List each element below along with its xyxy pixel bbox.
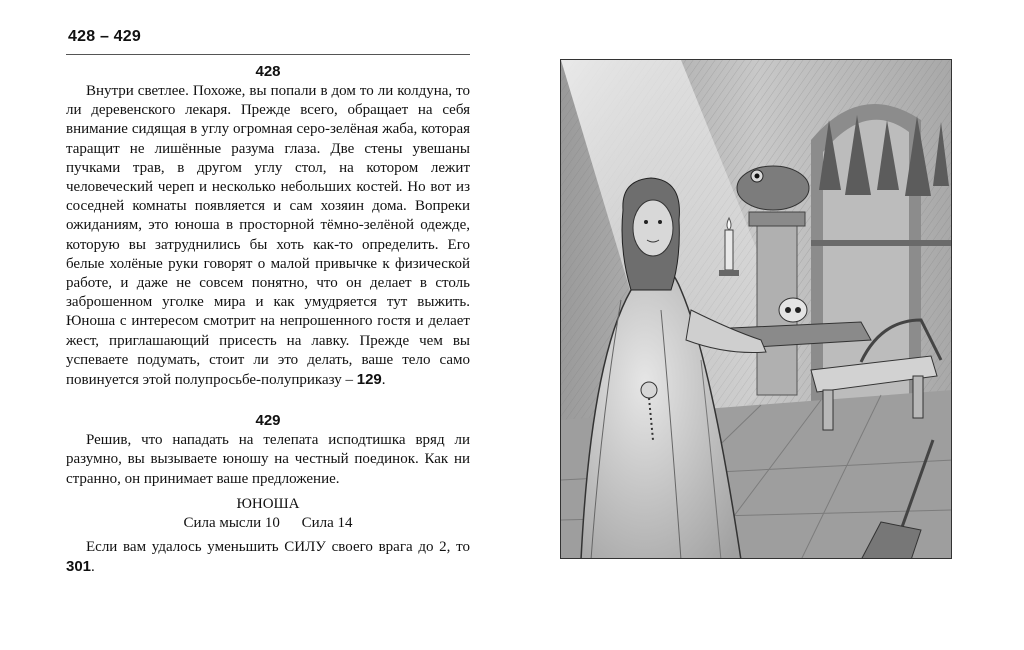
- section-428-text: [66, 82, 470, 390]
- left-page: [66, 28, 470, 628]
- enemy-name: ЮНОША: [236, 495, 300, 512]
- outcome-suffix: .: [91, 559, 95, 576]
- outcome-text: Если вам удалось уменьшить СИЛУ своего врага до 2, то: [86, 538, 470, 555]
- section-429-outcome: [66, 538, 470, 577]
- enemy-stat-mind: Сила мысли 10: [183, 514, 280, 531]
- enemy-stats: [66, 514, 470, 533]
- skull: [779, 298, 807, 322]
- section-428-body: Внутри светлее. Похоже, вы попали в дом то ли колдуна, то ли деревенского лекаря. Прежде всего, обращает на себя внимание сидящая в углу огромная серо-зелёная жаба, которая таращит не лишённые разума глаза. Две стены увешаны пучками трав, в другом углу стол, на котором лежит человеческий череп и несколько небольших костей. Но вот из соседней комнаты появляется и сам хозяин дома. Вопреки ожиданиям, это юноша в просторной тёмно-зелёной одежде, которую вы затруднились бы хоть как-то определить. Его белые холёные руки говорят о малой привычке к физической работе, и даже не совсем понятно, что он делает в столь заброшенном уголке мира и как умудряется тут выжить. Юноша с интересом смотрит на непрошенного гостя и делает жест, приглашающий присесть на лавку. Прежде чем вы успеваете подумать, стоит ли это делать, ваше тело само повинуется этой полупросьбе-полуприказу –: [66, 83, 470, 389]
- section-428-suffix: .: [381, 372, 386, 389]
- section-number-429: 429: [255, 412, 281, 430]
- enemy-stat-strength: Сила 14: [301, 514, 353, 531]
- face: [633, 200, 673, 256]
- section-429-text: Решив, что нападать на телепата исподтишка вряд ли разумно, вы вызываете юношу на честный поединок. Как ни странно, он принимает ваше предложение.: [66, 432, 470, 487]
- illustration-drawing: [561, 60, 952, 559]
- running-head: 428 – 429: [66, 28, 470, 55]
- section-link-129[interactable]: 129: [356, 371, 382, 389]
- section-number-428: 428: [255, 63, 281, 80]
- toad: [737, 166, 809, 210]
- section-link-301[interactable]: 301: [66, 558, 92, 576]
- pencil-illustration: [560, 59, 952, 559]
